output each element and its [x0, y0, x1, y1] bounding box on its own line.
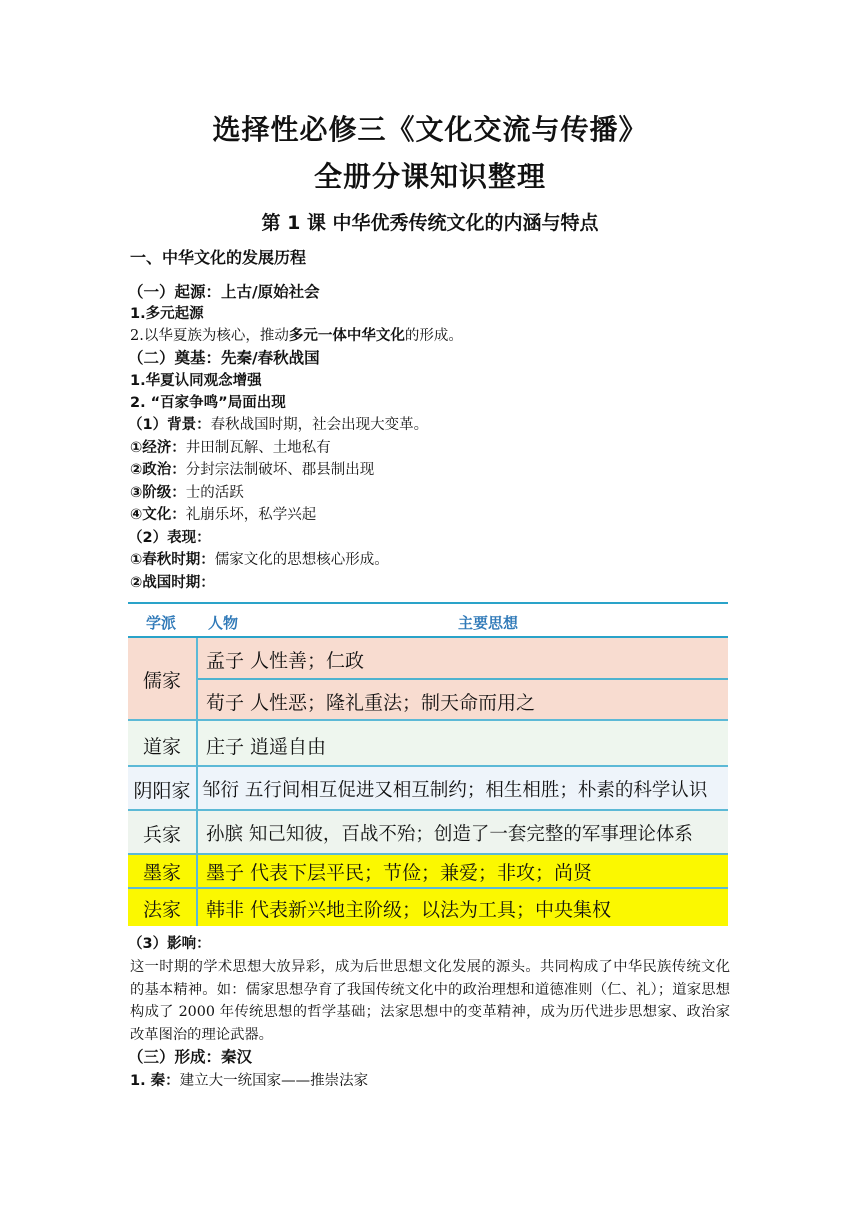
culture-line — [130, 505, 316, 525]
table-row-rujia — [128, 638, 728, 720]
culture-text: 礼崩乐坏，私学兴起 — [185, 507, 317, 523]
part3-heading: （三）形成：秦汉 — [128, 1048, 253, 1066]
part1-item2-pre: 2.以华夏族为核心，推动 — [130, 328, 289, 344]
row-divider — [128, 719, 728, 721]
row-divider — [128, 853, 728, 855]
table-row-yinyang — [128, 766, 728, 810]
impact-paragraph: 这一时期的学术思想大放异彩，成为后世思想文化发展的源头。共同构成了中华民族传统文化的基本精神。如：儒家思想孕育了我国传统文化中的政治理想和道德准则（仁、礼）；道家思想构成了 2000 年传统思想的哲学基础；法家思想中的变革精神，成为历代进步思想家、政治家改革图治的理论武器。 — [130, 959, 730, 1043]
part2-item2: 2. “百家争鸣”局面出现 — [130, 395, 286, 411]
school-yinyang: 阴阳家 — [133, 780, 191, 802]
rujia-line1: 孟子 人性善；仁政 — [206, 650, 365, 672]
yinyang-line: 邹衍 五行间相互促进又相互制约；相生相胜；朴素的科学认识 — [202, 780, 708, 801]
document-title: 选择性必修三《文化交流与传播》 — [212, 113, 648, 146]
part1-item1: 1.多元起源 — [130, 306, 204, 322]
part1-heading: （一）起源：上古/原始社会 — [128, 283, 320, 301]
politics-text: 分封宗法制破坏、郡县制出现 — [185, 462, 375, 478]
row-divider — [128, 809, 728, 811]
section-heading: 一、中华文化的发展历程 — [130, 248, 307, 267]
politics-line — [130, 460, 374, 480]
school-mojia: 墨家 — [142, 862, 181, 884]
part1-item2-post: 的形成。 — [404, 328, 463, 344]
table-row-bingjia — [128, 810, 728, 854]
mojia-line: 墨子 代表下层平民；节俭；兼爱；非攻；尚贤 — [206, 862, 593, 884]
school-rujia: 儒家 — [142, 670, 181, 692]
bingjia-line: 孙膑 知己知彼，百战不殆；创造了一套完整的军事理论体系 — [206, 824, 693, 845]
economy-line — [130, 438, 331, 458]
culture-label: ④文化： — [130, 507, 186, 523]
economy-label: ①经济： — [130, 440, 186, 456]
class-text: 士的活跃 — [185, 485, 244, 501]
zhanguo-label: ②战国时期： — [130, 575, 215, 591]
schools-table — [128, 602, 728, 926]
impact-label: （3）影响： — [128, 936, 211, 952]
class-label: ③阶级： — [130, 485, 186, 501]
qin-label: 1. 秦： — [130, 1073, 180, 1089]
header-school: 学派 — [146, 614, 177, 632]
daojia-line: 庄子 逍遥自由 — [206, 736, 327, 758]
part2-item1: 1.华夏认同观念增强 — [130, 373, 262, 389]
header-thought: 主要思想 — [458, 614, 519, 632]
school-bingjia: 兵家 — [142, 824, 181, 846]
economy-text: 井田制瓦解、土地私有 — [185, 440, 331, 456]
rujia-line2: 荀子 人性恶；隆礼重法；制天命而用之 — [206, 692, 536, 714]
class-line — [130, 483, 244, 503]
document-subtitle: 全册分课知识整理 — [313, 160, 546, 193]
row-divider — [128, 765, 728, 767]
table-row-fajia — [128, 888, 728, 926]
table-row-mojia — [128, 854, 728, 888]
part2-heading: （二）奠基：先秦/春秋战国 — [128, 349, 320, 367]
chunqiu-label: ①春秋时期： — [130, 552, 215, 568]
fajia-line: 韩非 代表新兴地主阶级；以法为工具；中央集权 — [206, 899, 612, 921]
table-row-daojia — [128, 720, 728, 766]
politics-label: ②政治： — [130, 462, 186, 478]
row-divider — [128, 887, 728, 889]
chunqiu-line — [130, 550, 389, 570]
school-fajia: 法家 — [142, 899, 181, 921]
part1-item2-bold: 多元一体中华文化 — [288, 328, 405, 344]
background-text: 春秋战国时期，社会出现大变革。 — [210, 417, 429, 433]
lesson-title: 第 1 课 中华优秀传统文化的内涵与特点 — [261, 212, 599, 234]
header-person: 人物 — [208, 614, 239, 632]
qin-text: 建立大一统国家——推崇法家 — [179, 1073, 369, 1089]
table-header — [128, 602, 728, 638]
qin-line — [130, 1071, 368, 1091]
school-daojia: 道家 — [142, 736, 181, 758]
performance-label: （2）表现： — [128, 530, 211, 546]
background-line — [128, 415, 428, 435]
part1-item2 — [130, 326, 463, 346]
chunqiu-text: 儒家文化的思想核心形成。 — [214, 552, 389, 568]
background-label: （1）背景： — [128, 417, 211, 433]
row-divider — [196, 678, 728, 680]
column-divider — [196, 638, 198, 926]
